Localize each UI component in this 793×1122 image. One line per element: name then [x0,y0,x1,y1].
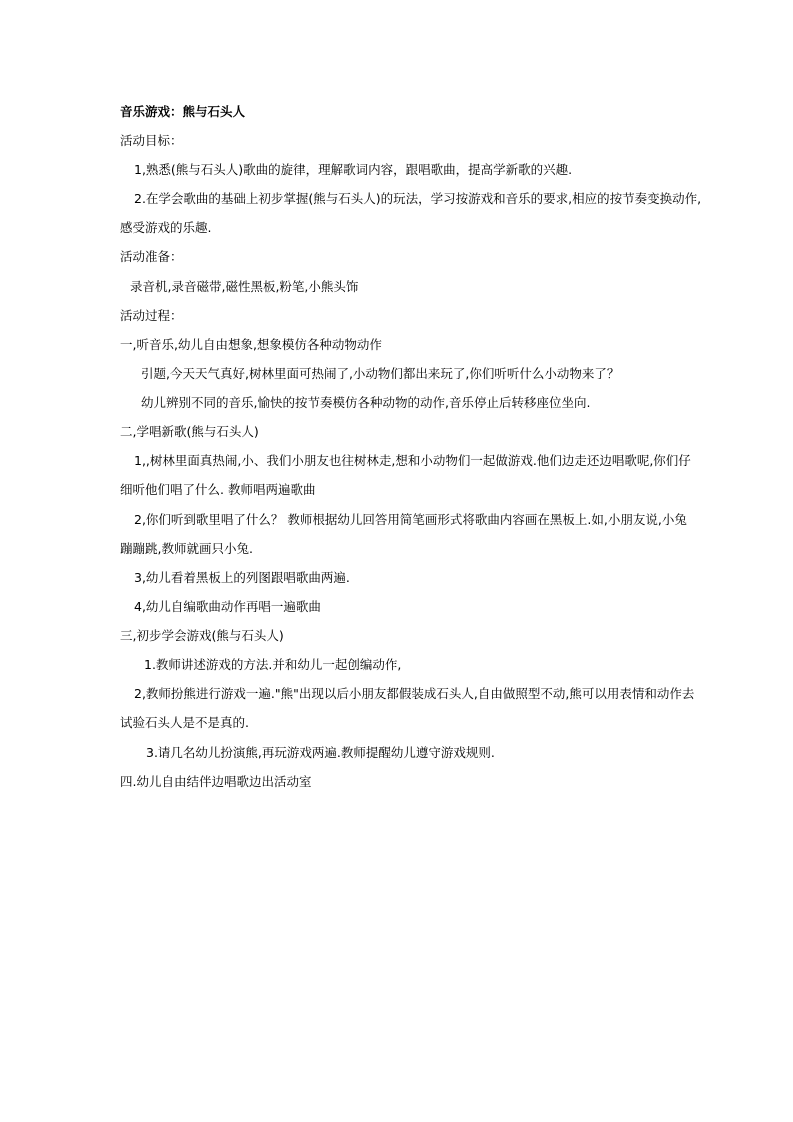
step-2-item-3: 3,幼儿看着黑板上的列图跟唱歌曲两遍. [134,570,350,585]
goal-item-2-line-2: 感受游戏的乐趣. [120,220,212,235]
step-3-item-2-line-1: 2,教师扮熊进行游戏一遍."熊"出现以后小朋友都假装成石头人,自由做照型不动,熊可以用表情和动作去 [134,686,695,701]
prep-heading: 活动准备： [120,249,183,264]
step-2-heading: 二,学唱新歌(熊与石头人) [120,424,259,439]
goal-item-2-line-1: 2.在学会歌曲的基础上初步掌握(熊与石头人)的玩法，学习按游戏和音乐的要求,相应的按节奏变换动作, [134,191,702,206]
step-1-detail: 幼儿辨别不同的音乐,愉快的按节奏模仿各种动物的动作,音乐停止后转移座位坐向. [141,395,591,410]
step-2-item-1-line-1: 1,,树林里面真热闹,小、我们小朋友也往树林走,想和小动物们一起做游戏.他们边走还边唱歌呢,你们仔 [134,453,691,468]
step-3-heading: 三,初步学会游戏(熊与石头人) [120,628,284,643]
step-1-intro: 引题,今天天气真好,树林里面可热闹了,小动物们都出来玩了,你们听听什么小动物来了？ [141,366,620,381]
goals-heading: 活动目标： [120,133,183,148]
process-heading: 活动过程： [120,308,183,323]
step-2-item-1-line-2: 细听他们唱了什么. 教师唱两遍歌曲 [120,482,316,497]
step-2-item-2-line-2: 蹦蹦跳,教师就画只小兔. [120,541,253,556]
step-3-item-3: 3.请几名幼儿扮演熊,再玩游戏两遍.教师提醒幼儿遵守游戏规则. [146,745,495,760]
step-1-heading: 一,听音乐,幼儿自由想象,想象模仿各种动物动作 [120,337,382,352]
step-2-item-2-line-1: 2,你们听到歌里唱了什么？ 教师根据幼儿回答用简笔画形式将歌曲内容画在黑板上.如,小朋友说,小兔 [134,512,687,527]
step-4-heading: 四.幼儿自由结伴边唱歌边出活动室 [120,774,312,789]
prep-items: 录音机,录音磁带,磁性黑板,粉笔,小熊头饰 [130,279,359,294]
step-3-item-2-line-2: 试验石头人是不是真的. [120,715,249,730]
step-2-item-4: 4,幼儿自编歌曲动作再唱一遍歌曲 [134,599,321,614]
goal-item-1: 1,熟悉(熊与石头人)歌曲的旋律，理解歌词内容，跟唱歌曲，提高学新歌的兴趣. [134,162,573,177]
document-title: 音乐游戏：熊与石头人 [120,104,246,119]
step-3-item-1: 1.教师讲述游戏的方法.并和幼儿一起创编动作, [144,657,402,672]
